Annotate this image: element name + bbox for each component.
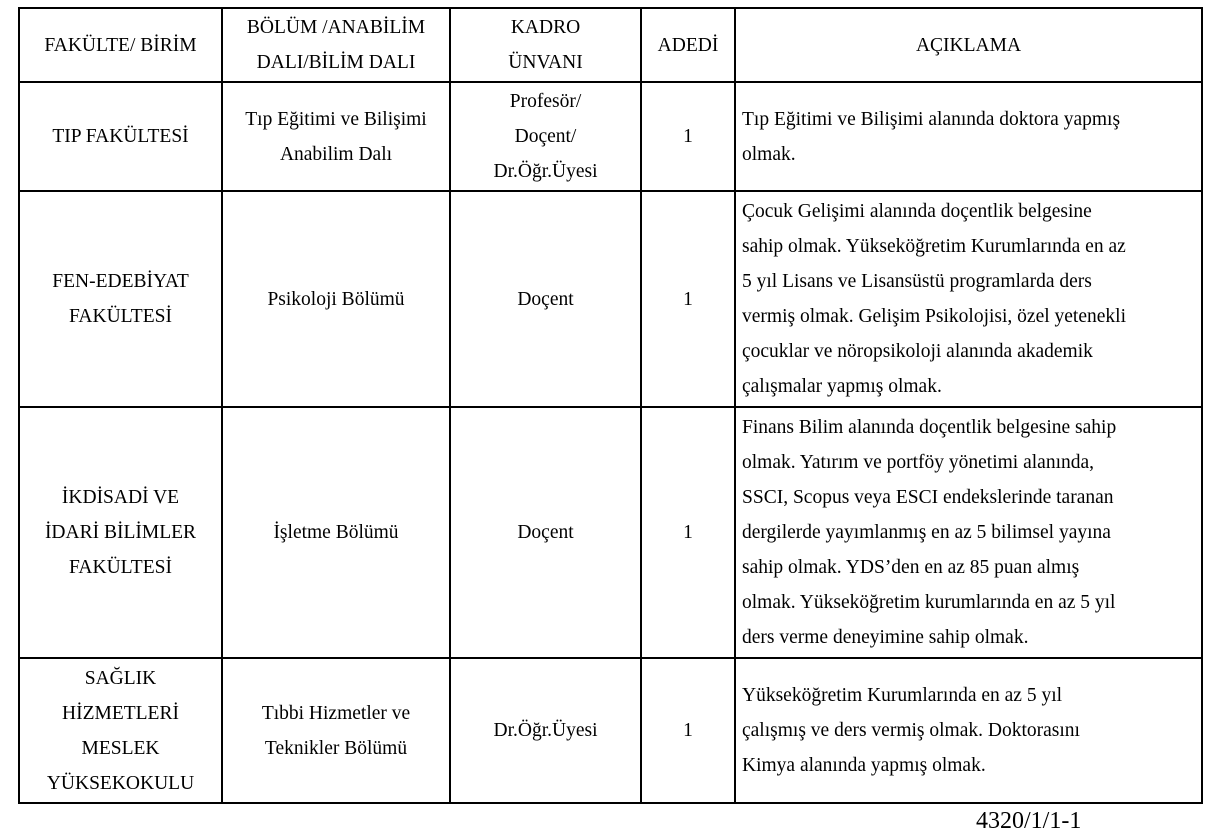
cell-adedi: 1 [641, 658, 735, 803]
cell-fakulte: FEN-EDEBİYAT FAKÜLTESİ [19, 191, 222, 407]
table-row [19, 407, 1202, 658]
cell-bolum: Tıp Eğitimi ve Bilişimi Anabilim Dalı [222, 82, 450, 191]
header-row [19, 8, 1202, 82]
cell-aciklama: Tıp Eğitimi ve Bilişimi alanında doktora yapmış olmak. [735, 82, 1202, 191]
header-bolum: BÖLÜM /ANABİLİM DALI/BİLİM DALI [222, 8, 450, 82]
cell-aciklama: Finans Bilim alanında doçentlik belgesine sahip olmak. Yatırım ve portföy yönetimi alanında, SSCI, Scopus veya ESCI endekslerinde taranan dergilerde yayımlanmış en az 5 bilimsel yayına sahip olmak. YDS’den en az 85 puan almış olmak. Yükseköğretim kurumlarında en az 5 yıl ders verme deneyimine sahip olmak. [735, 407, 1202, 658]
cell-fakulte: SAĞLIK HİZMETLERİ MESLEK YÜKSEKOKULU [19, 658, 222, 803]
cell-kadro: Doçent [450, 191, 641, 407]
header-adedi: ADEDİ [641, 8, 735, 82]
reference-number: 4320/1/1-1 [976, 808, 1082, 834]
table-row [19, 658, 1202, 803]
cell-fakulte: TIP FAKÜLTESİ [19, 82, 222, 191]
cell-fakulte: İKDİSADİ VE İDARİ BİLİMLER FAKÜLTESİ [19, 407, 222, 658]
cell-kadro: Profesör/ Doçent/ Dr.Öğr.Üyesi [450, 82, 641, 191]
cell-aciklama: Yükseköğretim Kurumlarında en az 5 yıl çalışmış ve ders vermiş olmak. Doktorasını Kimya alanında yapmış olmak. [735, 658, 1202, 803]
cell-kadro: Dr.Öğr.Üyesi [450, 658, 641, 803]
header-fakulte: FAKÜLTE/ BİRİM [19, 8, 222, 82]
cell-bolum: Psikoloji Bölümü [222, 191, 450, 407]
cell-adedi: 1 [641, 407, 735, 658]
cell-adedi: 1 [641, 82, 735, 191]
header-aciklama: AÇIKLAMA [735, 8, 1202, 82]
header-kadro: KADRO ÜNVANI [450, 8, 641, 82]
cell-aciklama: Çocuk Gelişimi alanında doçentlik belgesine sahip olmak. Yükseköğretim Kurumlarında en az 5 yıl Lisans ve Lisansüstü programlarda ders vermiş olmak. Gelişim Psikolojisi, özel yetenekli çocuklar ve nöropsikoloji alanında akademik çalışmalar yapmış olmak. [735, 191, 1202, 407]
table-row [19, 82, 1202, 191]
cell-adedi: 1 [641, 191, 735, 407]
cell-kadro: Doçent [450, 407, 641, 658]
cell-bolum: İşletme Bölümü [222, 407, 450, 658]
vacancy-table [18, 7, 1203, 804]
cell-bolum: Tıbbi Hizmetler ve Teknikler Bölümü [222, 658, 450, 803]
table-row [19, 191, 1202, 407]
